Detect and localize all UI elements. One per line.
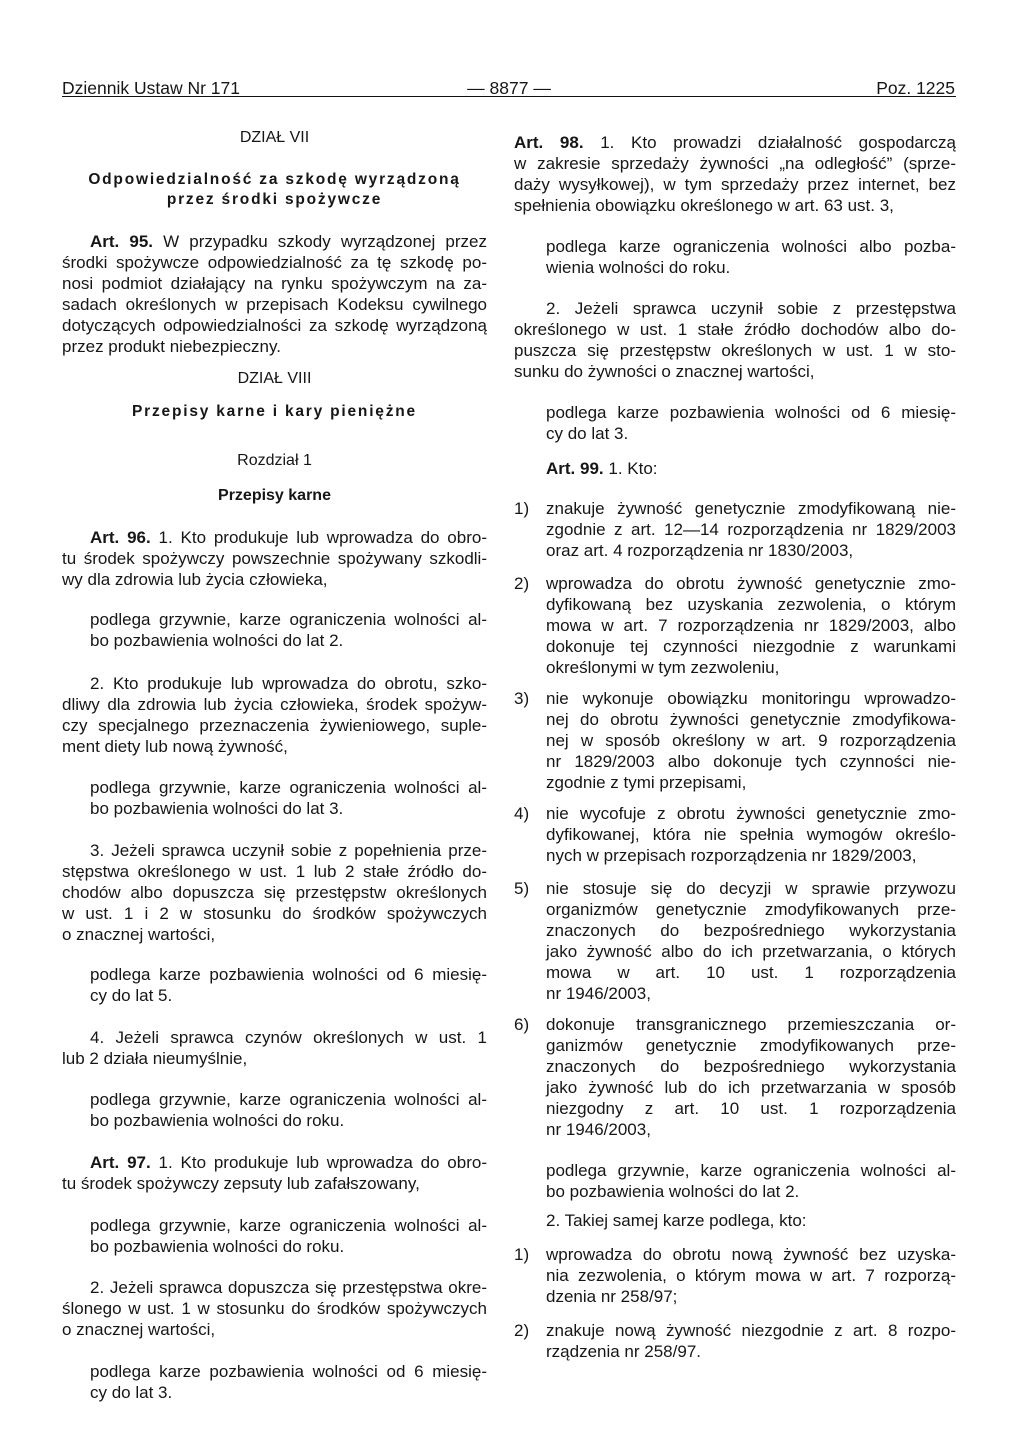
article-96-paragraph-4 xyxy=(62,1027,487,1069)
text-line: środki spożywcze odpowiedzialność za tę szkodę po- xyxy=(62,253,487,272)
text-line: nr 1946/2003, xyxy=(546,1120,651,1139)
list-item xyxy=(514,1014,956,1140)
text-line: podlega karze pozbawienia wolności od 6 miesię- xyxy=(90,1362,487,1381)
text-line: nia zezwolenia, o którym mowa w art. 7 rozporzą- xyxy=(546,1266,956,1285)
text-line: cy do lat 3. xyxy=(546,424,629,443)
chapter-title: Przepisy karne xyxy=(218,487,331,504)
list-marker: 2) xyxy=(514,1321,530,1340)
text-line: jako żywność albo do ich przetwarzania, o których xyxy=(546,942,956,961)
text-line: wienia wolności do roku. xyxy=(546,258,731,277)
article-number: Art. 96. xyxy=(90,528,151,547)
text-line: Odpowiedzialność za szkodę wyrządzoną xyxy=(88,171,461,188)
text-line: cy do lat 5. xyxy=(90,986,173,1005)
list-item xyxy=(514,573,956,678)
text-line: nie wycofuje z obrotu żywności genetycznie zmo- xyxy=(546,804,956,823)
text-line: o znacznej wartości, xyxy=(62,925,216,944)
text-line: stępstwa określonego w ust. 1 lub 2 stałe źródło do- xyxy=(62,862,487,881)
line-text: 1. Kto produkuje lub wprowadza do obro- xyxy=(158,1153,487,1172)
text-line: podlega grzywnie, karze ograniczenia wolności al- xyxy=(90,778,487,797)
list-item xyxy=(514,498,956,561)
text-line: podlega grzywnie, karze ograniczenia wolności al- xyxy=(90,1216,487,1235)
article-99-paragraph-2 xyxy=(514,1210,956,1231)
penalty-clause xyxy=(90,1361,487,1403)
text-line: ment diety lub nową żywność, xyxy=(62,737,288,756)
penalty-clause xyxy=(90,1215,487,1257)
text-line: dokonuje tej czynności niezgodnie z warunkami xyxy=(546,637,956,656)
text-line: określonymi w tym zezwoleniu, xyxy=(546,658,780,677)
text-line: wprowadza do obrotu nową żywność bez uzyska- xyxy=(546,1245,956,1264)
line-text: 1. Kto prowadzi działalność gospodarczą xyxy=(600,133,956,152)
text-line: o znacznej wartości, xyxy=(62,1320,216,1339)
text-line: mowa w art. 7 rozporządzenia nr 1829/2003, albo xyxy=(546,616,956,635)
text-line: daży wysyłkowej), w tym sprzedaży przez internet, bez xyxy=(514,175,956,194)
text-line: mowa w art. 10 ust. 1 rozporządzenia xyxy=(546,963,956,982)
text-line xyxy=(62,231,487,252)
text-line: 2. Takiej samej karze podlega, kto: xyxy=(546,1211,807,1230)
text-line: sunku do żywności o znacznej wartości, xyxy=(514,362,815,381)
text-line: chodów albo dopuszcza się przestępstw określonych xyxy=(62,883,487,902)
text-line: dyfikowaną bez uzyskania zezwolenia, o którym xyxy=(546,595,956,614)
text-line: dliwy dla zdrowia lub życia człowieka, środek spożyw- xyxy=(62,695,487,714)
section-label: DZIAŁ VIII xyxy=(237,370,312,387)
text-line: bo pozbawienia wolności do lat 3. xyxy=(90,799,344,818)
penalty-clause xyxy=(546,236,956,278)
text-line: spełnienia obowiązku określonego w art. 63 ust. 3, xyxy=(514,196,894,215)
list-item xyxy=(514,1320,956,1362)
list-item-text xyxy=(546,498,956,561)
text-line: podlega grzywnie, karze ograniczenia wolności al- xyxy=(90,1090,487,1109)
text-line: lub 2 działa nieumyślnie, xyxy=(62,1049,248,1068)
list-item-text xyxy=(546,803,956,866)
list-item-text xyxy=(546,1014,956,1140)
text-line: ganizmów genetycznie zmodyfikowanych prze- xyxy=(546,1036,956,1055)
list-item-text xyxy=(546,688,956,793)
text-line: bo pozbawienia wolności do lat 2. xyxy=(546,1182,800,1201)
text-line: nych w przepisach rozporządzenia nr 1829/2003, xyxy=(546,846,917,865)
list-marker: 2) xyxy=(514,574,530,593)
text-line: nosi podmiot działający na rynku spożywczym na za- xyxy=(62,274,487,293)
text-line: organizmów genetycznie zmodyfikowanych prze- xyxy=(546,900,956,919)
text-line xyxy=(514,132,956,153)
text-line: podlega karze pozbawienia wolności od 6 miesię- xyxy=(90,965,487,984)
text-line: dotyczących odpowiedzialności za szkodę wyrządzoną xyxy=(62,316,487,335)
text-line: w ust. 1 i 2 w stosunku do środków spożywczych xyxy=(62,904,487,923)
text-line: 2. Jeżeli sprawca uczynił sobie z przestępstwa xyxy=(546,299,956,318)
list-item xyxy=(514,803,956,866)
text-line: przez produkt niebezpieczny. xyxy=(62,337,281,356)
list-marker: 6) xyxy=(514,1015,530,1034)
article-97-paragraph-2 xyxy=(62,1277,487,1340)
line-text: W przypadku szkody wyrządzonej przez xyxy=(163,232,487,251)
list-item-text xyxy=(546,878,956,1004)
text-line: dzenia nr 258/97; xyxy=(546,1287,678,1306)
article-98-paragraph-1 xyxy=(514,132,956,216)
article-95 xyxy=(62,231,487,357)
list-item-text xyxy=(546,1244,956,1307)
text-line: jako żywność lub do ich przetwarzania w sposób xyxy=(546,1078,956,1097)
text-line: podlega grzywnie, karze ograniczenia wolności al- xyxy=(90,610,487,629)
article-97-paragraph-1 xyxy=(62,1152,487,1194)
line-text: 1. Kto: xyxy=(608,459,658,478)
text-line: znakuje nową żywność niezgodnie z art. 8 rozpo- xyxy=(546,1321,956,1340)
text-line: tu środek spożywczy zepsuty lub zafałszowany, xyxy=(62,1174,420,1193)
text-line xyxy=(514,458,956,479)
text-line: w zakresie sprzedaży żywności „na odległość” (sprze- xyxy=(514,154,956,173)
list-marker: 5) xyxy=(514,879,530,898)
line-text: 1. Kto produkuje lub wprowadza do obro- xyxy=(158,528,487,547)
text-line: podlega karze ograniczenia wolności albo pozba- xyxy=(546,237,956,256)
chapter-label: Rozdział 1 xyxy=(237,452,312,469)
text-line: znaczonych do bezpośredniego wykorzystania xyxy=(546,1057,956,1076)
text-line: nej do obrotu żywności genetycznie zmodyfikowa- xyxy=(546,710,956,729)
section-label: DZIAŁ VII xyxy=(239,129,310,146)
article-number: Art. 98. xyxy=(514,133,584,152)
position-number: Poz. 1225 xyxy=(876,78,955,98)
text-line xyxy=(62,527,487,548)
text-line: zgodnie z art. 12—14 rozporządzenia nr 1829/2003 xyxy=(546,520,956,539)
text-line: nie stosuje się do decyzji w sprawie przywozu xyxy=(546,879,956,898)
text-line: dokonuje transgranicznego przemieszczania or- xyxy=(546,1015,956,1034)
list-item xyxy=(514,878,956,1004)
list-item xyxy=(514,1244,956,1307)
list-marker: 4) xyxy=(514,804,530,823)
header-rule xyxy=(62,96,956,97)
article-number: Art. 95. xyxy=(90,232,154,251)
article-number: Art. 97. xyxy=(90,1153,151,1172)
page-number: — 8877 — xyxy=(467,78,551,98)
text-line: bo pozbawienia wolności do roku. xyxy=(90,1111,345,1130)
text-line: ślonego w ust. 1 w stosunku do środków spożywczych xyxy=(62,1299,487,1318)
article-96-paragraph-1 xyxy=(62,527,487,590)
text-line: oraz art. 4 rozporządzenia nr 1830/2003, xyxy=(546,541,854,560)
penalty-clause xyxy=(90,609,487,651)
text-line: 2. Kto produkuje lub wprowadza do obrotu, szko- xyxy=(90,674,487,693)
text-line: podlega karze pozbawienia wolności od 6 miesię- xyxy=(546,403,956,422)
article-96-paragraph-2 xyxy=(62,673,487,757)
text-line: podlega grzywnie, karze ograniczenia wolności al- xyxy=(546,1161,956,1180)
list-marker: 1) xyxy=(514,499,530,518)
text-line: znakuje żywność genetycznie zmodyfikowaną nie- xyxy=(546,499,956,518)
text-line: rządzenia nr 258/97. xyxy=(546,1342,701,1361)
article-96-paragraph-3 xyxy=(62,840,487,945)
text-line: bo pozbawienia wolności do lat 2. xyxy=(90,631,344,650)
text-line: czy specjalnego przeznaczenia żywieniowego, suple- xyxy=(62,716,487,735)
article-98-paragraph-2 xyxy=(514,298,956,382)
text-line: zgodnie z tymi przepisami, xyxy=(546,773,747,792)
penalty-clause xyxy=(546,1160,956,1202)
text-line: bo pozbawienia wolności do roku. xyxy=(90,1237,345,1256)
article-number: Art. 99. xyxy=(546,459,604,478)
text-line: określonego w ust. 1 stałe źródło dochodów albo do- xyxy=(514,320,956,339)
text-line: 4. Jeżeli sprawca czynów określonych w ust. 1 xyxy=(90,1028,487,1047)
text-line: nie wykonuje obowiązku monitoringu wprowadzo- xyxy=(546,689,956,708)
text-line: tu środek spożywczy powszechnie spożywany szkodli- xyxy=(62,549,487,568)
article-99-paragraph-1 xyxy=(514,458,956,479)
text-line: nr 1946/2003, xyxy=(546,984,651,1003)
list-marker: 1) xyxy=(514,1245,530,1264)
section-title xyxy=(62,170,487,210)
penalty-clause xyxy=(90,1089,487,1131)
text-line: znaczonych do bezpośredniego wykorzystania xyxy=(546,921,956,940)
text-line: nej w sposób określony w art. 9 rozporządzenia xyxy=(546,731,956,750)
list-item xyxy=(514,688,956,793)
list-item-text xyxy=(546,573,956,678)
text-line: niezgodny z art. 10 ust. 1 rozporządzenia xyxy=(546,1099,956,1118)
penalty-clause xyxy=(546,402,956,444)
text-line xyxy=(62,1152,487,1173)
text-line: 3. Jeżeli sprawca uczynił sobie z popełnienia prze- xyxy=(90,841,487,860)
text-line: nr 1829/2003 albo dokonuje tych czynności nie- xyxy=(546,752,956,771)
list-marker: 3) xyxy=(514,689,530,708)
text-line: 2. Jeżeli sprawca dopuszcza się przestępstwa okre- xyxy=(90,1278,487,1297)
text-line: przez środki spożywcze xyxy=(166,191,383,208)
text-line: dyfikowanej, która nie spełnia wymogów określo- xyxy=(546,825,956,844)
text-line: cy do lat 3. xyxy=(90,1383,173,1402)
section-title: Przepisy karne i kary pieniężne xyxy=(132,403,417,420)
text-line: wprowadza do obrotu żywność genetycznie zmo- xyxy=(546,574,956,593)
penalty-clause xyxy=(90,777,487,819)
text-line: wy dla zdrowia lub życia człowieka, xyxy=(62,570,328,589)
text-line: puszcza się przestępstw określonych w ust. 1 w sto- xyxy=(514,341,956,360)
text-line: sadach określonych w przepisach Kodeksu cywilnego xyxy=(62,295,487,314)
penalty-clause xyxy=(90,964,487,1006)
journal-title: Dziennik Ustaw Nr 171 xyxy=(62,78,240,98)
list-item-text xyxy=(546,1320,956,1362)
